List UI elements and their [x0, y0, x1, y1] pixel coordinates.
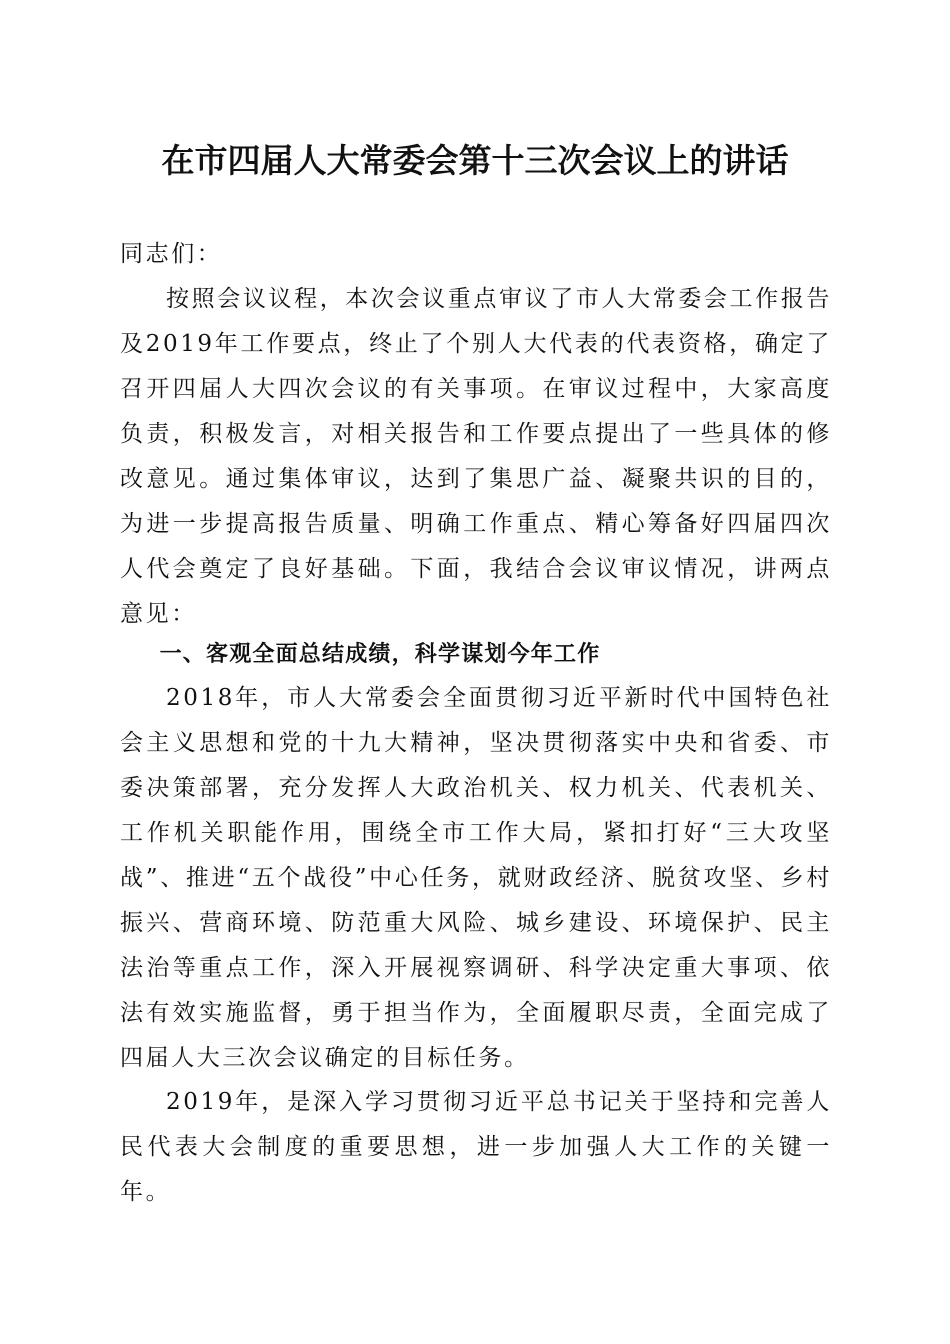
section-heading-1: 一、客观全面总结成绩，科学谋划今年工作 [159, 642, 601, 667]
salutation: 同志们： [120, 241, 223, 267]
document-title: 在市四届人大常委会第十三次会议上的讲话 [161, 141, 789, 180]
paragraph-1: 按照会议议程，本次会议重点审议了市人大常委会工作报告及2019年工作要点，终止了个别人大代表的代表资格，确定了召开四届人大四次会议的有关事项。在审议过程中，大家高度负责，积极发言，对相关报告和工作要点提出了一些具体的修改意见。通过集体审议，达到了集思广益、凝聚共识的目的，为进一步提高报告质量、明确工作重点、精心筹备好四届四次人代会奠定了良好基础。下面，我结合会议审议情况，讲两点意见： [120, 286, 832, 627]
paragraph-3: 2019年，是深入学习贯彻习近平总书记关于坚持和完善人民代表大会制度的重要思想，进一步加强人大工作的关键一年。 [120, 1089, 832, 1205]
paragraph-2: 2018年，市人大常委会全面贯彻习近平新时代中国特色社会主义思想和党的十九大精神，坚决贯彻落实中央和省委、市委决策部署，充分发挥人大政治机关、权力机关、代表机关、工作机关职能作用，围绕全市工作大局，紧扣打好“三大攻坚战”、推进“五个战役”中心任务，就财政经济、脱贫攻坚、乡村振兴、营商环境、防范重大风险、城乡建设、环境保护、民主法治等重点工作，深入开展视察调研、科学决定重大事项、依法有效实施监督，勇于担当作为，全面履职尽责，全面完成了四届人大三次会议确定的目标任务。 [120, 685, 832, 1071]
